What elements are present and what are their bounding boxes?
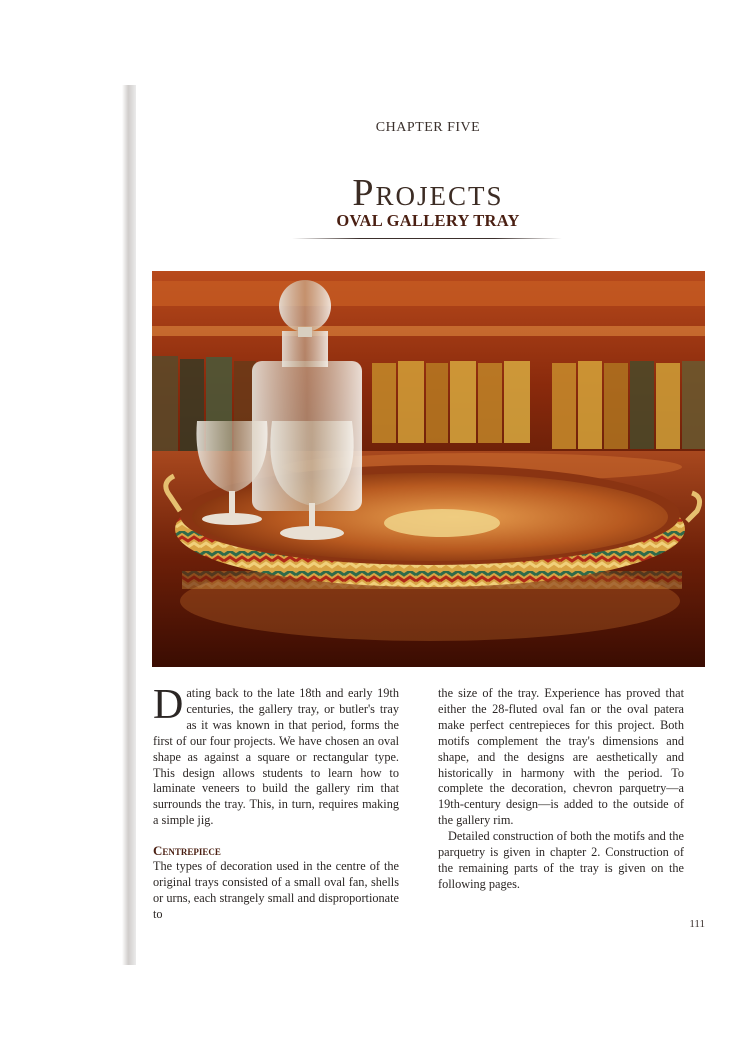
- intro-paragraph: [153, 682, 399, 829]
- construction-paragraph: Detailed construction of both the motifs and the parquetry is given in chapter 2. Construction of the remaining parts of the tray is given on the following pages.: [438, 829, 684, 891]
- tray-photograph: [152, 271, 705, 667]
- centrepiece-paragraph: The types of decoration used in the centre of the original trays consisted of a small oval fan, shells or urns, each strangely small and disproportionate to: [153, 859, 399, 921]
- page-title: Projects: [352, 172, 504, 215]
- chapter-label: CHAPTER FIVE: [375, 120, 481, 135]
- text-column-right: [438, 686, 684, 893]
- section-heading-centrepiece: Centrepiece: [153, 843, 221, 859]
- intro-text: ating back to the late 18th and early 19th centuries, the gallery tray, or butler's tray as it was known in that period, forms the first of our four projects. We have chosen an oval shape as against a square or rectangular type. This design allows students to learn how to laminate veneers to build the gallery rim that surrounds the tray. This, in turn, requires making a simple jig.: [153, 686, 399, 828]
- page-number: 111: [689, 918, 705, 930]
- title-rule: [292, 238, 562, 239]
- continuation-paragraph: the size of the tray. Experience has proved that either the 28-fluted oval fan or the oval patera make perfect centrepieces for this project. Both motifs complement the tray's dimensions and shape, and the designs are aesthetically and historically in harmony with the period. To complete the decoration, chevron parquetry—a 19th-century design—is added to the outside of the gallery rim.: [438, 686, 684, 828]
- project-subtitle: OVAL GALLERY TRAY: [336, 211, 520, 230]
- drop-cap: D: [153, 682, 184, 728]
- text-column-left: [153, 682, 399, 923]
